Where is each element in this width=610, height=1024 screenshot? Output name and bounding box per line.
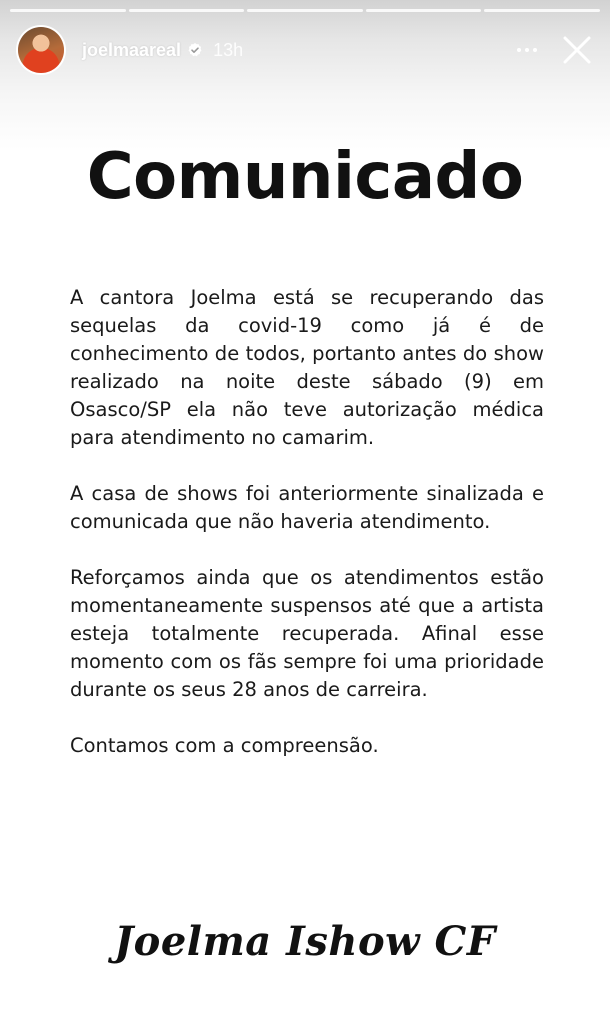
signature-logo: Joelma Ishow CF <box>114 918 496 965</box>
progress-segment <box>366 9 482 12</box>
progress-segment <box>484 9 600 12</box>
more-horizontal-icon <box>517 48 537 52</box>
paragraph-2: A casa de shows foi anteriormente sinalizada e comunicada que não haveria atendimento. <box>70 482 544 533</box>
dot <box>525 48 529 52</box>
username[interactable]: joelmaareal <box>82 39 182 60</box>
paragraph-1: A cantora Joelma está se recuperando das sequelas da covid-19 como já é de conhecimento de todos, portanto antes do show realizado na noite deste sábado (9) em Osasco/SP ela não teve autorização médica para atendimento no camarim. <box>70 286 544 449</box>
close-icon <box>562 35 592 65</box>
story-header <box>18 26 596 74</box>
story-progress-bar <box>10 9 600 12</box>
paragraph-4: Contamos com a compreensão. <box>70 734 379 757</box>
paragraph-3: Reforçamos ainda que os atendimentos estão momentaneamente suspensos até que a artista esteja totalmente recuperada. Afinal esse momento com os fãs sempre foi uma prioridade durante os seus 28 anos de carreira. <box>70 566 544 701</box>
more-options-button[interactable] <box>508 31 546 69</box>
post-time: 13h <box>213 39 244 60</box>
progress-segment <box>129 9 245 12</box>
dot <box>533 48 537 52</box>
progress-segment <box>10 9 126 12</box>
dot <box>517 48 521 52</box>
close-button[interactable] <box>558 31 596 69</box>
avatar[interactable] <box>18 27 64 73</box>
page-title: Comunicado <box>86 140 524 214</box>
announcement-body <box>70 284 544 788</box>
verified-badge-icon <box>187 42 203 58</box>
progress-segment <box>247 9 363 12</box>
